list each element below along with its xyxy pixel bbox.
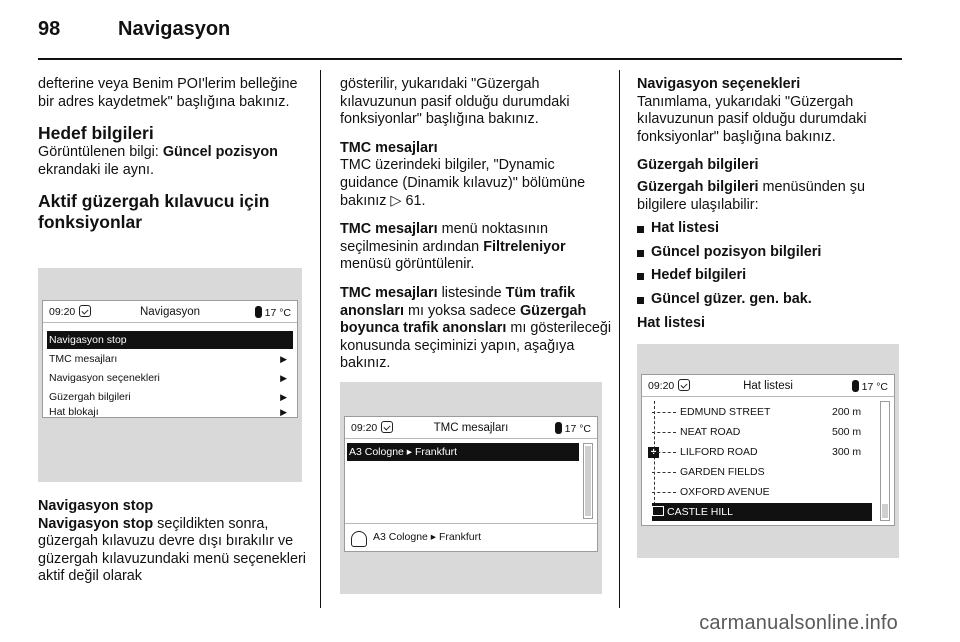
- expand-icon[interactable]: +: [648, 447, 659, 458]
- route-row[interactable]: EDMUND STREET 200 m: [652, 403, 872, 421]
- screen-title: TMC mesajları: [433, 422, 509, 434]
- paragraph: TMC mesajları menü noktasının seçilmesinin ardından Filtreleniyor menüsü görüntülenir.: [340, 221, 566, 273]
- heading-navigation-options: Navigasyon seçenekleri: [637, 76, 801, 92]
- heading-destination-info: Hedef bilgileri: [38, 123, 154, 144]
- column-1-bottom: [38, 498, 310, 586]
- menu-item-tmc-messages[interactable]: TMC mesajları ▶: [47, 350, 293, 368]
- tmc-detail: A3 Cologne ▸ Frankfurt: [373, 531, 481, 543]
- list-item: Güncel güzer. gen. bak.: [637, 291, 902, 309]
- menu-item-route-block[interactable]: Hat blokajı ▶: [49, 406, 287, 418]
- paragraph: Tanımlama, yukarıdaki "Güzergah kılavuzunun pasif olduğu durumdaki fonksiyonlar" başlığına bakınız.: [637, 93, 867, 145]
- column-separator: [619, 70, 620, 608]
- route-row[interactable]: OXFORD AVENUE: [652, 483, 872, 501]
- list-item: Güncel pozisyon bilgileri: [637, 244, 902, 262]
- traffic-icon: [351, 531, 367, 547]
- route-info-list: [637, 220, 902, 308]
- heading-route-info: Güzergah bilgileri: [637, 157, 759, 174]
- screen-image-navigation: [38, 268, 302, 482]
- paragraph: Görüntülenen bilgi: Güncel pozisyon ekrandaki ile aynı.: [38, 144, 278, 178]
- temperature: 17 °C: [264, 307, 291, 319]
- column-separator: [320, 70, 321, 608]
- bullet-icon: [637, 273, 644, 280]
- menu-item-route-info[interactable]: Güzergah bilgileri ▶: [47, 388, 293, 406]
- temperature: 17 °C: [564, 423, 591, 435]
- chevron-right-icon: ▶: [280, 407, 287, 417]
- paragraph: gösterilir, yukarıdaki "Güzergah kılavuzunun pasif olduğu durumdaki fonksiyonlar" başlığına bakınız.: [340, 76, 570, 128]
- clock-time: 09:20: [351, 422, 378, 434]
- screen-title: Hat listesi: [743, 380, 793, 392]
- scrollbar[interactable]: [880, 401, 890, 521]
- column-3: [637, 76, 902, 332]
- chevron-right-icon: ▶: [280, 392, 287, 402]
- page-ref-icon: ▷: [390, 192, 402, 209]
- page-number: 98: [38, 18, 61, 40]
- tmc-message-item[interactable]: A3 Cologne ▸ Frankfurt: [347, 443, 579, 461]
- paragraph: defterine veya Benim POI'lerim belleğine bir adres kaydetmek" başlığına bakınız.: [38, 76, 298, 110]
- screen-image-route-list: [637, 344, 899, 558]
- header-rule: [38, 58, 902, 60]
- column-2: [340, 76, 612, 373]
- car-icon: [652, 506, 664, 516]
- route-row[interactable]: NEAT ROAD 500 m: [652, 423, 872, 441]
- chevron-right-icon: ▶: [280, 354, 287, 364]
- bullet-icon: [637, 250, 644, 257]
- menu-item-navigation-stop[interactable]: Navigasyon stop: [47, 331, 293, 349]
- menu-item-navigation-options[interactable]: Navigasyon seçenekleri ▶: [47, 369, 293, 387]
- heading-route-list: Hat listesi: [637, 314, 705, 331]
- page-header: [38, 18, 230, 41]
- heading-tmc-messages: TMC mesajları: [340, 139, 438, 156]
- column-1: [38, 76, 310, 233]
- paragraph: TMC mesajları listesinde Tüm trafik anonsları mı yoksa sadece Güzergah boyunca trafik anonsları mı gösterileceği konusunda seçiminizi yapın, aşağıya bakınız.: [340, 284, 612, 372]
- route-row-selected[interactable]: CASTLE HILL: [652, 503, 872, 521]
- bullet-icon: [637, 297, 644, 304]
- heading-navigation-stop: Navigasyon stop: [38, 498, 154, 514]
- route-row[interactable]: GARDEN FIELDS: [652, 463, 872, 481]
- list-item: Hedef bilgileri: [637, 267, 902, 285]
- chevron-right-icon: ▶: [280, 373, 287, 383]
- thermometer-icon: [255, 306, 262, 318]
- clock-time: 09:20: [49, 306, 76, 318]
- clock-time: 09:20: [648, 380, 675, 392]
- paragraph: Güzergah bilgileri menüsünden şu bilgilere ulaşılabilir:: [637, 178, 865, 213]
- thermometer-icon: [555, 422, 562, 434]
- list-item: Hat listesi: [637, 220, 902, 238]
- paragraph: Navigasyon stop seçildikten sonra, güzergah kılavuzu devre dışı bırakılır ve güzergah kılavuzundaki menü seçenekleri aktif değil olarak: [38, 515, 306, 585]
- screen-title: Navigasyon: [139, 306, 201, 318]
- bullet-icon: [637, 226, 644, 233]
- thermometer-icon: [852, 380, 859, 392]
- heading-active-guidance: Aktif güzergah kılavucu için fonksiyonlar: [38, 191, 270, 233]
- scrollbar[interactable]: [583, 443, 593, 519]
- paragraph: TMC üzerindeki bilgiler, "Dynamic guidance (Dinamik kılavuz)" bölümüne bakınız ▷ 61.: [340, 157, 586, 209]
- screen-image-tmc: [340, 382, 602, 594]
- temperature: 17 °C: [861, 381, 888, 393]
- watermark: carmanualsonline.info: [699, 612, 898, 634]
- route-row[interactable]: LILFORD ROAD 300 m: [652, 443, 872, 461]
- section-title: Navigasyon: [118, 18, 231, 40]
